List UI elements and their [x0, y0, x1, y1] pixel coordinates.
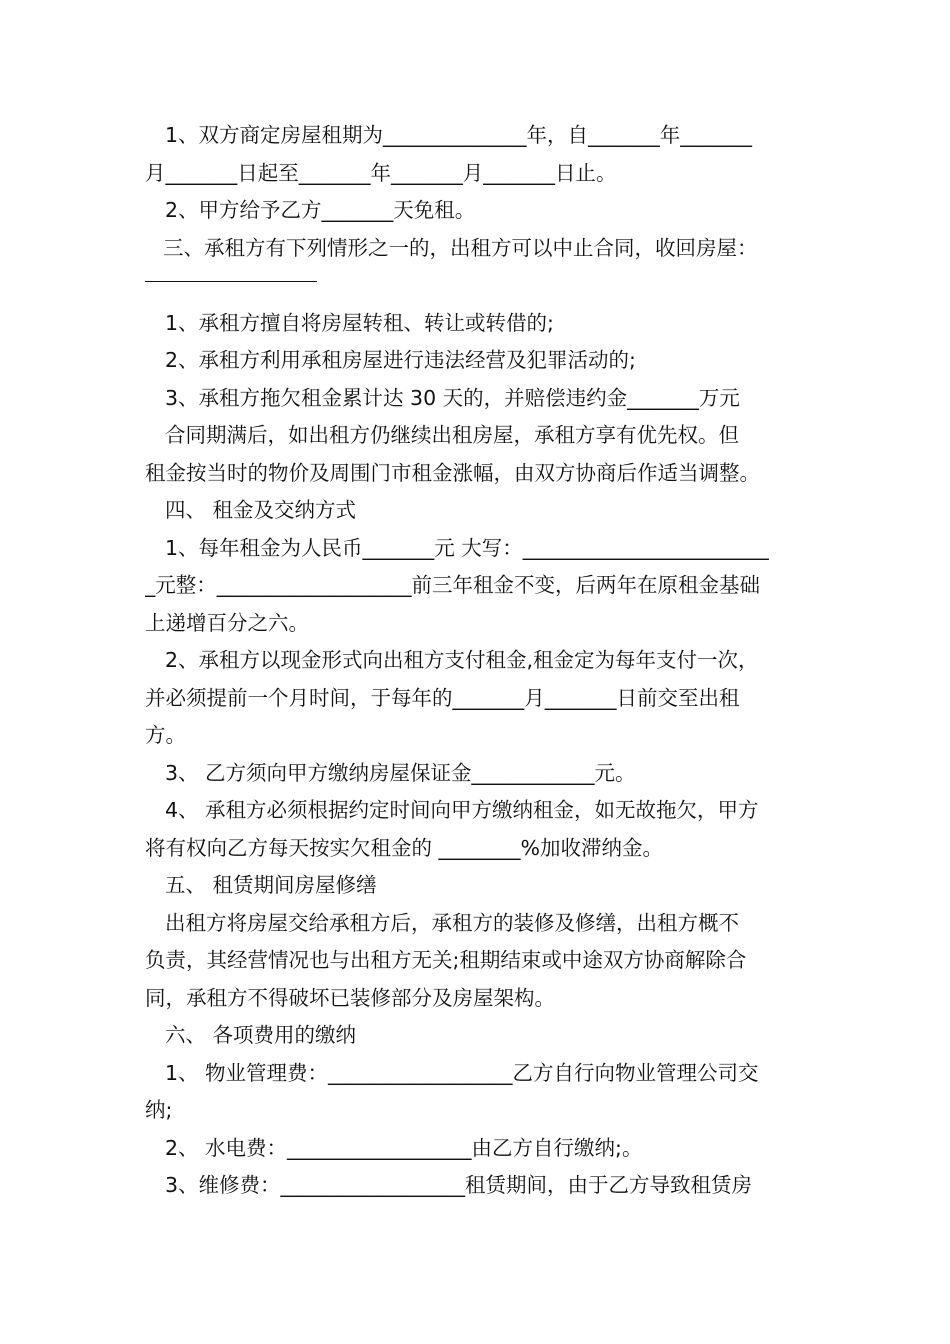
priority-clause-line-2: 租金按当时的物价及周围门市租金涨幅，由双方协商后作适当调整。 — [145, 460, 760, 485]
fill-underline — [145, 281, 317, 282]
late-fee-line-2: 将有权向乙方每天按实欠租金的 ________%加收滞纳金。 — [145, 835, 663, 860]
payment-method-line-3: 方。 — [145, 723, 186, 747]
property-fee-line-1: 1、 物业管理费：__________________乙方自行向物业管理公司交 — [165, 1060, 759, 1085]
priority-clause-line-1: 合同期满后，如出租方仍继续出租房屋，承租方享有优先权。但 — [165, 423, 739, 447]
section-5-heading: 五、 租赁期间房屋修缮 — [165, 873, 377, 897]
deposit-clause: 3、 乙方须向甲方缴纳房屋保证金____________元。 — [165, 760, 636, 785]
property-fee-line-2: 纳; — [145, 1098, 173, 1122]
section-3-item-2: 2、承租方利用承租房屋进行违法经营及犯罪活动的; — [165, 348, 636, 372]
section-3-item-1: 1、承租方擅自将房屋转租、转让或转借的; — [165, 310, 554, 335]
repair-clause-line-2: 负责，其经营情况也与出租方无关;租期结束或中途双方协商解除合 — [145, 948, 747, 972]
repair-clause-line-1: 出租方将房屋交给承租方后，承租方的装修及修缮，出租方概不 — [165, 910, 739, 935]
payment-method-line-1: 2、承租方以现金形式向出租方支付租金,租金定为每年支付一次， — [165, 648, 759, 672]
blank-fill-rule — [145, 267, 810, 305]
rent-amount-line-1: 1、每年租金为人民币_______元 大写：________________________ — [165, 535, 769, 560]
section-4-heading: 四、 租金及交纳方式 — [165, 498, 357, 522]
document-page — [145, 117, 810, 1205]
section-6-heading: 六、 各项费用的缴纳 — [165, 1023, 357, 1047]
utility-fee-line: 2、 水电费：__________________由乙方自行缴纳;。 — [165, 1135, 643, 1160]
section-3-heading: 三、承租方有下列情形之一的，出租方可以中止合同，收回房屋： — [163, 235, 758, 260]
rent-amount-line-3: 上递增百分之六。 — [145, 610, 309, 635]
payment-method-line-2: 并必须提前一个月时间，于每年的_______月_______日前交至出租 — [145, 685, 740, 710]
late-fee-line-1: 4、 承租方必须根据约定时间向甲方缴纳租金，如无故拖欠，甲方 — [165, 798, 759, 822]
repair-clause-line-3: 同，承租方不得破坏已装修部分及房屋架构。 — [145, 985, 555, 1010]
maintenance-fee-line: 3、维修费：__________________租赁期间，由于乙方导致租赁房 — [165, 1173, 753, 1197]
clause-term-line-2: 月_______日起至_______年_______月_______日止。 — [145, 160, 617, 185]
rent-amount-line-2: _元整：___________________前三年租金不变，后两年在原租金基础 — [145, 573, 760, 597]
clause-free-rent: 2、甲方给予乙方_______天免租。 — [165, 198, 476, 222]
section-3-item-3: 3、承租方拖欠租金累计达 30 天的，并赔偿违约金_______万元 — [165, 385, 740, 410]
clause-term-line-1: 1、双方商定房屋租期为______________年，自_______年_______ — [165, 123, 753, 147]
